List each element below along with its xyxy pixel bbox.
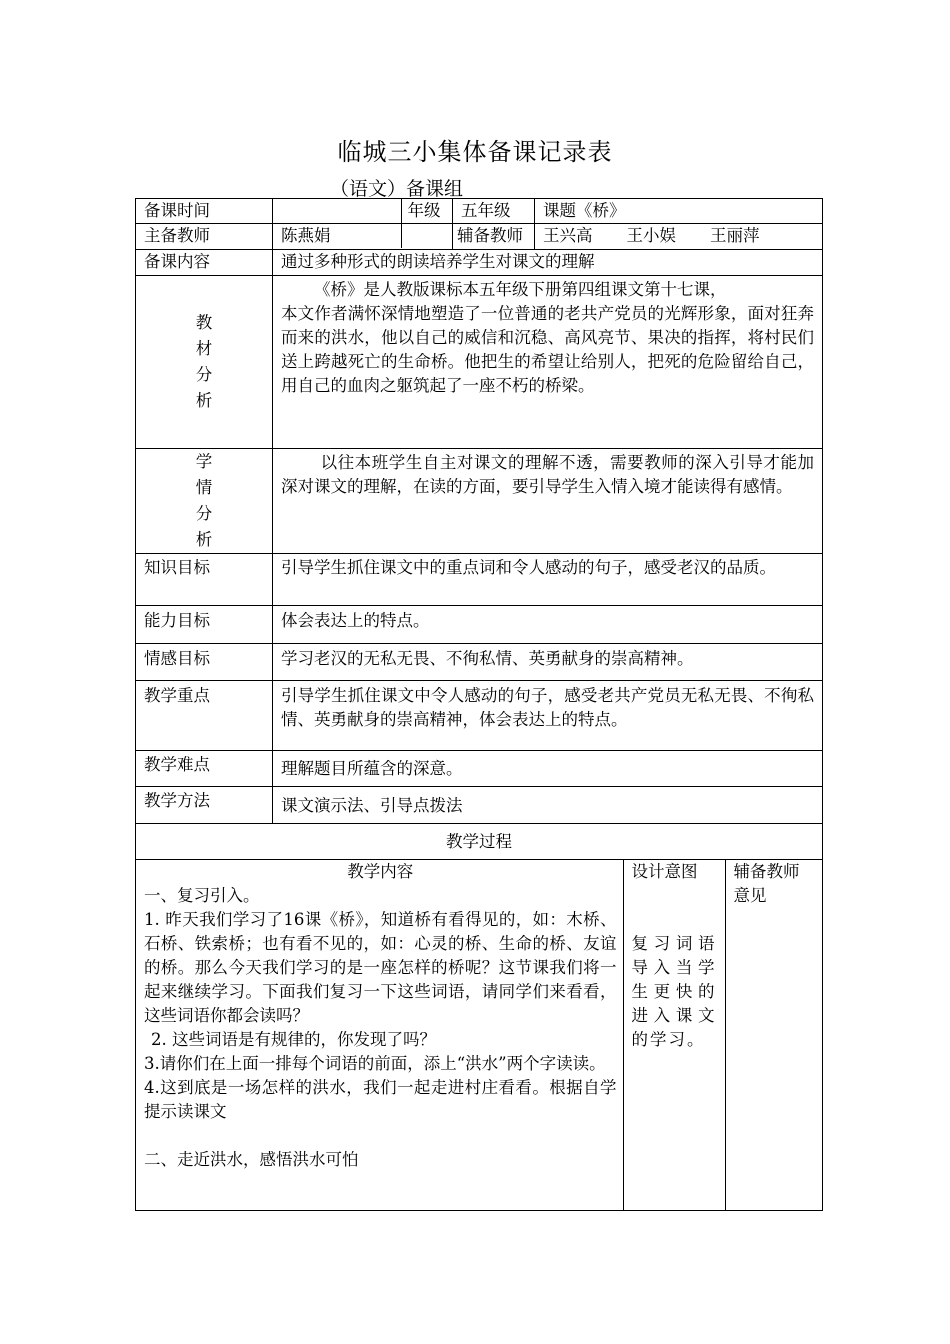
assist-teacher-2: 王小娱 (626, 226, 676, 245)
ability-goal-text: 体会表达上的特点。 (273, 606, 823, 644)
teaching-method-label: 教学方法 (136, 787, 273, 824)
assist-teacher-3: 王丽萍 (710, 226, 760, 245)
design-intent-text: 复习词语导入当学生更快的进入课文的学习。 (631, 934, 717, 1049)
teaching-focus-label: 教学重点 (136, 681, 273, 751)
assist-teacher-1: 王兴高 (543, 226, 593, 245)
knowledge-goal-text: 引导学生抓住课文中的重点词和令人感动的句子，感受老汉的品质。 (273, 554, 823, 606)
textbook-analysis-label: 教 材 分 析 (136, 276, 273, 449)
teaching-content-header: 教学内容 (347, 862, 414, 881)
process-line: 1. 昨天我们学习了16课《桥》，知道桥有看得见的，如：木桥、石桥、铁索桥；也有看不见的，如：心灵的桥、生命的桥、友谊的桥。那么今天我们学习的是一座怎样的桥呢？这节课我们将一起来继续学习。下面我们复习一下这些词语，请同学们来看看，这些词语你都会读吗？ (144, 910, 617, 1025)
teaching-difficulty-label: 教学难点 (136, 751, 273, 787)
prep-content-value: 通过多种形式的朗读培养学生对课文的理解 (273, 250, 823, 276)
knowledge-goal-label: 知识目标 (136, 554, 273, 606)
student-analysis-label: 学 情 分 析 (136, 449, 273, 554)
lesson-topic: 课题《桥》 (535, 199, 823, 224)
assist-teacher-label: 辅备教师 (457, 226, 523, 245)
teaching-focus-text: 引导学生抓住课文中令人感动的句子，感受老共产党员无私无畏、不徇私情、英勇献身的崇高精神，体会表达上的特点。 (273, 681, 823, 751)
assist-opinion-header: 辅备教师意见 (733, 862, 800, 905)
row-teaching-method (136, 787, 823, 824)
process-line: 4.这到底是一场怎样的洪水，我们一起走进村庄看看。根据自学提示读课文 (144, 1078, 617, 1121)
row-prep-content (136, 250, 823, 276)
prep-time-value (273, 199, 401, 223)
process-line: 二、走近洪水，感悟洪水可怕 (144, 1150, 359, 1169)
row-knowledge-goal (136, 554, 823, 606)
textbook-analysis-text: 《桥》是人教版课标本五年级下册第四组课文第十七课， 本文作者满怀深情地塑造了一位普通的老共产党员的光辉形象，面对狂奔而来的洪水，他以自己的威信和沉稳、高风亮节、果决的指挥，将村民们送上跨越死亡的生命桥。他把生的希望让给别人，把死的危险留给自己，用自己的血肉之躯筑起了一座不朽的桥梁。 (273, 276, 823, 449)
teaching-process-heading: 教学过程 (136, 824, 823, 860)
emotion-goal-text: 学习老汉的无私无畏、不徇私情、英勇献身的崇高精神。 (273, 644, 823, 681)
prep-content-label: 备课内容 (136, 250, 273, 276)
page-subtitle: （语文）备课组 (330, 178, 464, 200)
row-emotion-goal (136, 644, 823, 681)
row-teaching-difficulty (136, 751, 823, 787)
teaching-difficulty-text: 理解题目所蕴含的深意。 (273, 751, 823, 787)
row-prep-time (136, 199, 823, 224)
row-main-teacher (136, 224, 823, 250)
teaching-method-text: 课文演示法、引导点拨法 (273, 787, 823, 824)
teaching-content-cell (136, 860, 623, 1210)
grade-label: 年级 (401, 199, 452, 223)
page-title: 临城三小集体备课记录表 (337, 138, 613, 166)
main-teacher-label: 主备教师 (136, 224, 273, 250)
student-analysis-text: 以往本班学生自主对课文的理解不透，需要教师的深入引导才能加深对课文的理解，在读的方面，要引导学生入情入境才能读得有感情。 (273, 449, 823, 554)
row-teaching-focus (136, 681, 823, 751)
row-ability-goal (136, 606, 823, 644)
emotion-goal-label: 情感目标 (136, 644, 273, 681)
row-process-heading (136, 824, 823, 860)
assist-opinion-cell (725, 860, 822, 1210)
process-line: 3.请你们在上面一排每个词语的前面，添上“洪水”两个字读读。 (144, 1054, 606, 1073)
main-teacher-name: 陈燕娟 (281, 226, 331, 245)
lesson-record-table (135, 198, 823, 1211)
process-line: 一、复习引入。 (144, 886, 260, 905)
assist-teacher-names (535, 224, 823, 250)
row-student-analysis (136, 449, 823, 554)
ability-goal-label: 能力目标 (136, 606, 273, 644)
row-textbook-analysis (136, 276, 823, 449)
prep-time-label: 备课时间 (136, 199, 273, 224)
row-process-body (136, 860, 823, 1211)
grade-value: 五年级 (453, 199, 535, 224)
design-intent-header: 设计意图 (631, 862, 698, 881)
design-intent-cell (623, 860, 725, 1210)
process-line: 2. 这些词语是有规律的，你发现了吗？ (151, 1030, 436, 1049)
